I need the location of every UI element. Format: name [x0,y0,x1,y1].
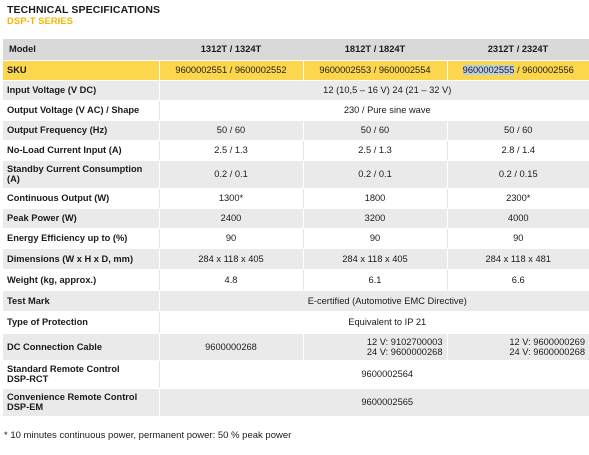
row-label-convenience-remote-line2: DSP-EM [7,402,44,412]
peak-power-1312t: 2400 [159,208,303,228]
sku-2312t [447,60,589,80]
table-row-output-frequency [3,120,589,140]
column-header-1812t: 1812T / 1824T [303,39,447,60]
row-label-output-frequency: Output Frequency (Hz) [3,120,159,140]
row-label-continuous-output: Continuous Output (W) [3,188,159,208]
table-row-convenience-remote [3,388,589,416]
continuous-output-1812t: 1800 [303,188,447,208]
energy-efficiency-2312t: 90 [447,228,589,248]
spec-title: TECHNICAL SPECIFICATIONS [7,4,161,16]
table-row-no-load-current [3,140,589,160]
table-row-input-voltage [3,80,589,100]
row-label-standard-remote [3,360,159,388]
peak-power-2312t: 4000 [447,208,589,228]
continuous-output-2312t: 2300* [447,188,589,208]
row-label-test-mark: Test Mark [3,290,159,311]
dc-cable-1812t-line2: 24 V: 9600000268 [366,346,443,357]
protection-value: Equivalent to IP 21 [159,311,589,333]
continuous-output-1312t: 1300* [159,188,303,208]
selected-sku-text[interactable]: 9600002555 [462,65,515,75]
dc-cable-2312t-line2: 24 V: 9600000268 [509,346,585,357]
row-label-peak-power: Peak Power (W) [3,208,159,228]
spec-header [7,4,160,28]
output-frequency-1312t: 50 / 60 [159,120,303,140]
row-label-standard-remote-line1: Standard Remote Control [7,364,120,374]
weight-1812t: 6.1 [303,269,447,290]
row-label-standby-line2: (A) [7,174,20,184]
row-label-dimensions: Dimensions (W x H x D, mm) [3,248,159,269]
output-frequency-1812t: 50 / 60 [303,120,447,140]
convenience-remote-value: 9600002565 [159,388,589,416]
test-mark-value: E-certified (Automotive EMC Directive) [159,290,589,311]
standby-current-2312t: 0.2 / 0.15 [447,160,589,188]
table-row-test-mark [3,290,589,311]
row-label-standby-line1: Standby Current Consumption [7,164,143,174]
row-label-convenience-remote [3,388,159,416]
row-label-standard-remote-line2: DSP-RCT [7,374,49,384]
table-row-dc-cable [3,333,589,360]
table-row-continuous-output [3,188,589,208]
row-label-input-voltage: Input Voltage (V DC) [3,80,159,100]
row-label-weight: Weight (kg, approx.) [3,269,159,290]
sku-2312t-rest: / 9600002556 [514,65,574,75]
standard-remote-value: 9600002564 [159,360,589,388]
energy-efficiency-1312t: 90 [159,228,303,248]
dc-cable-1312t: 9600000268 [159,333,303,360]
spec-table [3,39,589,417]
row-label-output-voltage: Output Voltage (V AC) / Shape [3,100,159,120]
table-row-dimensions [3,248,589,269]
footnote: * 10 minutes continuous power, permanent power: 50 % peak power [4,430,292,441]
sku-1812t: 9600002553 / 9600002554 [303,60,447,80]
no-load-current-1812t: 2.5 / 1.3 [303,140,447,160]
table-row-protection [3,311,589,333]
sku-1312t: 9600002551 / 9600002552 [159,60,303,80]
dc-cable-1812t-line1: 12 V: 9102700003 [366,336,443,347]
table-header-row [3,39,589,60]
no-load-current-1312t: 2.5 / 1.3 [159,140,303,160]
energy-efficiency-1812t: 90 [303,228,447,248]
table-row-weight [3,269,589,290]
weight-1312t: 4.8 [159,269,303,290]
table-row-standby-current [3,160,589,188]
input-voltage-value: 12 (10,5 – 16 V) 24 (21 – 32 V) [159,80,589,100]
table-row-output-voltage [3,100,589,120]
output-frequency-2312t: 50 / 60 [447,120,589,140]
column-header-model: Model [3,39,159,60]
no-load-current-2312t: 2.8 / 1.4 [447,140,589,160]
row-label-dc-cable: DC Connection Cable [3,333,159,360]
row-label-protection: Type of Protection [3,311,159,333]
series-name: DSP-T SERIES [7,16,73,27]
standby-current-1812t: 0.2 / 0.1 [303,160,447,188]
row-label-convenience-remote-line1: Convenience Remote Control [7,392,138,402]
column-header-1312t: 1312T / 1324T [159,39,303,60]
dimensions-1812t: 284 x 118 x 405 [303,248,447,269]
table-row-energy-efficiency [3,228,589,248]
table-row-standard-remote [3,360,589,388]
table-row-peak-power [3,208,589,228]
dc-cable-2312t-line1: 12 V: 9600000269 [509,336,585,347]
table-row-sku [3,60,589,80]
row-label-no-load-current: No-Load Current Input (A) [3,140,159,160]
output-voltage-value: 230 / Pure sine wave [159,100,589,120]
peak-power-1812t: 3200 [303,208,447,228]
dc-cable-2312t [447,333,589,360]
column-header-2312t: 2312T / 2324T [447,39,589,60]
weight-2312t: 6.6 [447,269,589,290]
dimensions-1312t: 284 x 118 x 405 [159,248,303,269]
dimensions-2312t: 284 x 118 x 481 [447,248,589,269]
row-label-energy-efficiency: Energy Efficiency up to (%) [3,228,159,248]
dc-cable-1812t [303,333,447,360]
row-label-standby-current [3,160,159,188]
standby-current-1312t: 0.2 / 0.1 [159,160,303,188]
row-label-sku: SKU [3,60,159,80]
